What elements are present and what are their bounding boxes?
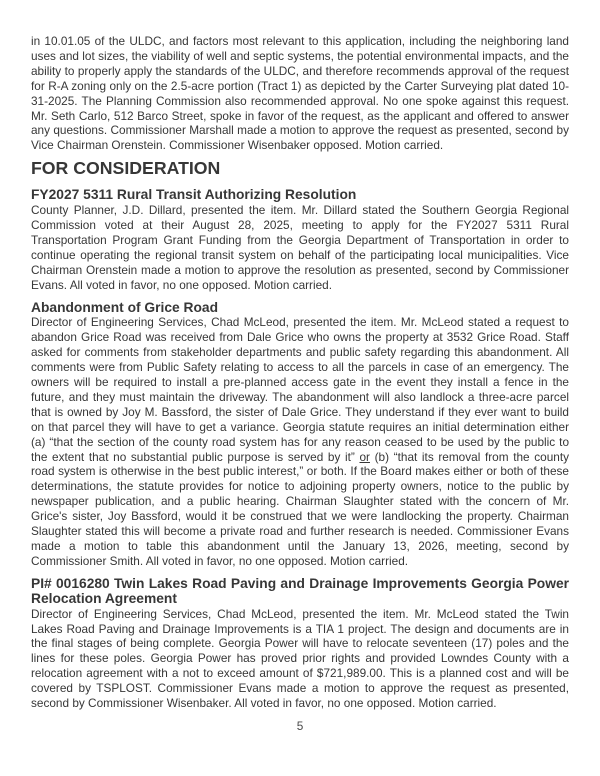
grice-road-body-after-or: (b) “that its removal from the county road system is otherwise in the best public interest,” or both. If the Board makes either or both of these determinations, the statute provides for notice to adjoining property owners, notice to the public by newspaper publication, and a public hearing. Chairman Slaughter stated with the concern of Mr. Grice's sister, Joy Bassford, would it be construed that we were landlocking the property. Chairman Slaughter stated this will become a private road and further research is needed. Commissioner Evans made a motion to table this abandonment until the January 13, 2026, meeting, second by Commissioner Smith. All voted in favor, no one opposed. Motion carried. <box>31 449 569 568</box>
for-consideration-section-title: FOR CONSIDERATION <box>31 158 221 179</box>
twin-lakes-item-body: Director of Engineering Services, Chad McLeod, presented the item. Mr. McLeod stated the Twin Lakes Road Paving and Drainage Improvements is a TIA 1 project. The design and documents are in the final stages of being complete. Georgia Power will have to relocate seventeen (17) poles and the lines for these poles. Georgia Power has proved prior rights and provided Lowndes County with a relocation agreement with a not to exceed amount of $721,989.00. This is a planned cost and will be covered by TSPLOST. Commissioner Evans made a motion to approve the request as presented, second by Commissioner Wisenbaker. All voted in favor, no one opposed. Motion carried. <box>31 606 569 711</box>
agenda-item-grice-road-abandonment <box>31 301 569 569</box>
underlined-or-word: or <box>359 449 370 464</box>
zoning-request-continuation-paragraph: in 10.01.05 of the ULDC, and factors most relevant to this application, including the neighboring land uses and lot sizes, the viability of well and septic systems, the potential environmental impacts, and the ability to properly apply the standards of the ULDC, and therefore recommends approval of the request for R-A zoning only on the 2.5-acre portion (Tract 1) as depicted by the Carter Surveying plat dated 10-31-2025. The Planning Commission also recommended approval. No one spoke against this request. Mr. Seth Carlo, 512 Barco Street, spoke in favor of the request, as the applicant and offered to answer any questions. Commissioner Marshall made a motion to approve the request as presented, second by Vice Chairman Orenstein. Commissioner Wisenbaker opposed. Motion carried. <box>31 34 569 153</box>
rural-transit-item-body: County Planner, J.D. Dillard, presented the item. Mr. Dillard stated the Southern Georgia Regional Commission voted at their August 28, 2025, meeting to apply for the FY2027 5311 Rural Transportation Program Grant Funding from the Georgia Department of Transportation in order to continue operating the regional transit system on behalf of the participating local municipalities. Vice Chairman Orenstein made a motion to approve the resolution as presented, second by Commissioner Evans. All voted in favor, no one opposed. Motion carried. <box>31 203 569 292</box>
agenda-item-twin-lakes-relocation <box>31 577 569 711</box>
page-number: 5 <box>296 718 304 733</box>
agenda-item-rural-transit-resolution <box>31 188 569 292</box>
grice-road-item-heading: Abandonment of Grice Road <box>31 299 219 315</box>
grice-road-body-before-or: Director of Engineering Services, Chad McLeod, presented the item. Mr. McLeod stated a request to abandon Grice Road was received from Dale Grice who owns the property at 3532 Grice Road. Staff asked for comments from stakeholder departments and public safety regarding this abandonment. All comments were from Public Safety relating to access to all the parcels in case of an emergency. The owners will be required to install a pre-planned access gate in the event they install a fence in the future, and they must maintain the driveway. The abandonment will also landlock a three-acre parcel that is owned by Joy M. Bassford, the sister of Dale Grice. They understand if they ever want to build on that parcel they will have to get a variance. Georgia statute requires an initial determination either (a) “that the section of the county road system has for any reason ceased to be used by the public to the extent that no substantial public purpose is served by it” <box>31 315 569 464</box>
rural-transit-item-heading: FY2027 5311 Rural Transit Authorizing Resolution <box>31 187 357 203</box>
twin-lakes-item-heading: PI# 0016280 Twin Lakes Road Paving and Drainage Improvements Georgia Power Relocation Agreement <box>31 575 569 606</box>
grice-road-item-body <box>31 315 569 568</box>
